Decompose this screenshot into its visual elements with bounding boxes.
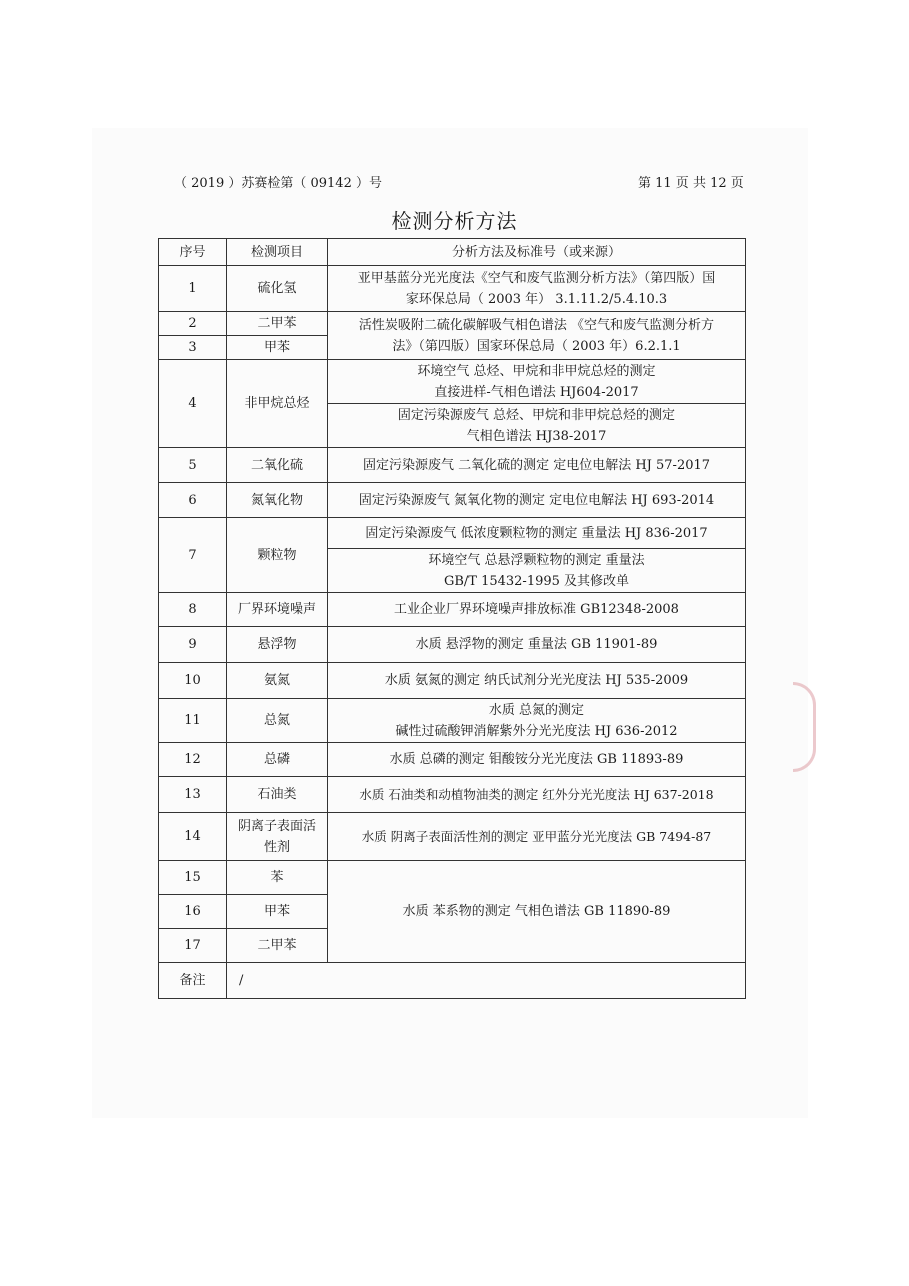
method-line: 水质 石油类和动植物油类的测定 红外分光光度法 HJ 637-2018	[359, 787, 714, 802]
page-title: 检测分析方法	[391, 209, 518, 233]
seq-cell: 9	[159, 627, 227, 663]
method-cell	[328, 777, 746, 813]
seq-cell: 12	[159, 743, 227, 777]
method-line: 气相色谱法 HJ38-2017	[466, 428, 607, 444]
seq-cell: 7	[159, 518, 227, 593]
method-line: 碱性过硫酸钾消解紫外分光光度法 HJ 636-2012	[395, 723, 678, 739]
method-cell	[328, 483, 746, 518]
method-line: 水质 阴离子表面活性剂的测定 亚甲蓝分光光度法 GB 7494-87	[361, 829, 712, 844]
seal-stamp-fragment	[793, 682, 816, 772]
header-item: 检测项目	[227, 239, 328, 266]
method-cell	[328, 743, 746, 777]
item-cell: 甲苯	[227, 336, 328, 360]
table-row	[159, 743, 746, 777]
report-number: （ 2019 ）苏赛检第（ 09142 ）号	[174, 176, 382, 191]
table-row	[159, 813, 746, 861]
table-row	[159, 777, 746, 813]
table-row	[159, 483, 746, 518]
item-cell: 硫化氢	[227, 266, 328, 312]
table-row	[159, 861, 746, 895]
method-cell	[328, 448, 746, 483]
seq-cell: 13	[159, 777, 227, 813]
method-line: GB/T 15432-1995 及其修改单	[443, 573, 630, 589]
item-cell: 总磷	[227, 743, 328, 777]
method-cell	[328, 549, 746, 593]
method-line: 固定污染源废气 二氧化硫的测定 定电位电解法 HJ 57-2017	[362, 457, 711, 473]
method-line: 家环保总局（ 2003 年） 3.1.11.2/5.4.10.3	[405, 291, 668, 307]
method-cell	[328, 861, 746, 963]
seq-cell: 6	[159, 483, 227, 518]
methods-table	[158, 238, 746, 999]
method-line: 水质 总磷的测定 钼酸铵分光光度法 GB 11893-89	[389, 752, 684, 767]
table-row	[159, 627, 746, 663]
item-cell: 苯	[227, 861, 328, 895]
item-cell: 石油类	[227, 777, 328, 813]
seq-cell: 8	[159, 593, 227, 627]
item-cell: 氮氧化物	[227, 483, 328, 518]
method-line: 直接进样-气相色谱法 HJ604-2017	[434, 384, 639, 400]
remarks-row	[159, 963, 746, 999]
method-cell	[328, 404, 746, 448]
item-cell	[227, 813, 328, 861]
method-cell	[328, 699, 746, 743]
item-cell: 悬浮物	[227, 627, 328, 663]
item-cell: 二甲苯	[227, 312, 328, 336]
item-cell: 氨氮	[227, 663, 328, 699]
table-row	[159, 266, 746, 312]
header-seq: 序号	[159, 239, 227, 266]
item-cell: 甲苯	[227, 895, 328, 929]
seq-cell: 5	[159, 448, 227, 483]
item-line: 性剂	[263, 839, 290, 855]
method-cell	[328, 593, 746, 627]
seq-cell: 11	[159, 699, 227, 743]
table-row	[159, 593, 746, 627]
method-line: 固定污染源废气 低浓度颗粒物的测定 重量法 HJ 836-2017	[365, 525, 708, 541]
table-row	[159, 699, 746, 743]
seq-cell: 16	[159, 895, 227, 929]
method-line: 固定污染源废气 总烃、甲烷和非甲烷总烃的测定	[397, 407, 676, 423]
header-method: 分析方法及标准号（或来源）	[328, 239, 746, 266]
seq-cell: 3	[159, 336, 227, 360]
method-cell	[328, 266, 746, 312]
item-cell: 二氧化硫	[227, 448, 328, 483]
item-cell: 颗粒物	[227, 518, 328, 593]
seq-cell: 15	[159, 861, 227, 895]
item-cell: 总氮	[227, 699, 328, 743]
method-line: 水质 苯系物的测定 气相色谱法 GB 11890-89	[402, 904, 671, 919]
table-row	[159, 360, 746, 404]
method-line: 固定污染源废气 氮氧化物的测定 定电位电解法 HJ 693-2014	[358, 492, 715, 508]
method-line: 水质 悬浮物的测定 重量法 GB 11901-89	[415, 637, 658, 652]
method-cell	[328, 627, 746, 663]
seq-cell: 14	[159, 813, 227, 861]
method-cell	[328, 663, 746, 699]
method-cell	[328, 360, 746, 404]
remarks-value: /	[227, 963, 746, 999]
table-row	[159, 448, 746, 483]
method-line: 活性炭吸附二硫化碳解吸气相色谱法 《空气和废气监测分析方	[358, 317, 715, 333]
table-row	[159, 663, 746, 699]
remarks-label: 备注	[159, 963, 227, 999]
method-line: 水质 总氮的测定	[488, 702, 585, 718]
table-row	[159, 312, 746, 336]
method-line: 工业企业厂界环境噪声排放标准 GB12348-2008	[394, 602, 679, 617]
seq-cell: 2	[159, 312, 227, 336]
method-cell	[328, 518, 746, 549]
table-header-row	[159, 239, 746, 266]
item-cell: 非甲烷总烃	[227, 360, 328, 448]
method-line: 环境空气 总悬浮颗粒物的测定 重量法	[428, 552, 645, 568]
method-line: 环境空气 总烃、甲烷和非甲烷总烃的测定	[417, 363, 656, 379]
method-line: 亚甲基蓝分光光度法《空气和废气监测分析方法》（第四版）国	[357, 270, 716, 286]
item-line: 阴离子表面活	[237, 818, 316, 834]
seq-cell: 4	[159, 360, 227, 448]
item-cell: 厂界环境噪声	[227, 593, 328, 627]
item-cell: 二甲苯	[227, 929, 328, 963]
page-indicator: 第 11 页 共 12 页	[638, 176, 744, 191]
table-row	[159, 518, 746, 549]
method-line: 水质 氨氮的测定 纳氏试剂分光光度法 HJ 535-2009	[384, 673, 689, 688]
method-cell	[328, 312, 746, 360]
seq-cell: 1	[159, 266, 227, 312]
seq-cell: 10	[159, 663, 227, 699]
method-cell	[328, 813, 746, 861]
seq-cell: 17	[159, 929, 227, 963]
method-line: 法》（第四版）国家环保总局（ 2003 年）6.2.1.1	[392, 338, 681, 354]
